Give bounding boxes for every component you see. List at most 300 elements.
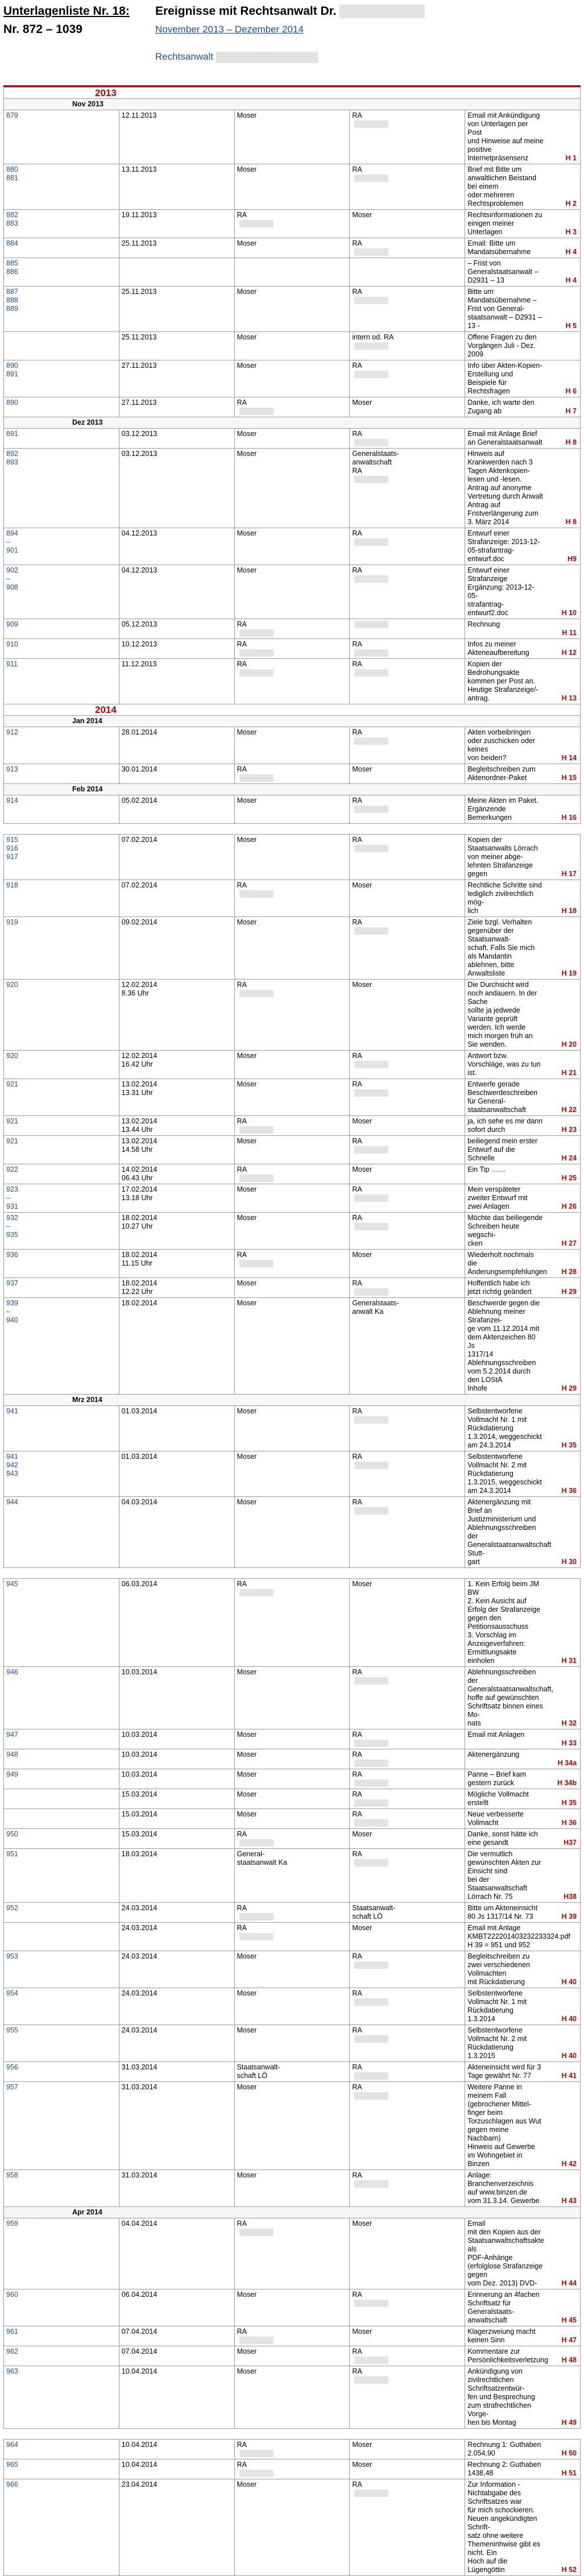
event-description: [465, 727, 581, 764]
recipient: [350, 659, 465, 704]
event-text-line: Rechnung 1: Guthaben 2.054,90: [467, 2441, 541, 2457]
list-title-line-1: Unterlagenliste Nr. 18:: [3, 5, 130, 18]
document-number: [4, 1213, 119, 1250]
event-text-line: Panne – Brief kam gestern zurück: [467, 1770, 527, 1787]
recipient-line: intern od. RA: [352, 333, 394, 341]
redacted-name: [354, 1859, 388, 1866]
sender: [234, 1184, 350, 1213]
event-text-line: Nachbarn): [467, 2134, 501, 2142]
event-text: [467, 2083, 578, 2168]
document-reference: H 4: [565, 248, 577, 256]
year-label: 2014: [4, 704, 581, 716]
recipient: [350, 1789, 465, 1809]
event-date-line: 07.02.2014: [121, 881, 158, 889]
document-number-line: 887: [6, 288, 18, 296]
month-row: [4, 2207, 581, 2218]
event-date-line: 06.03.2014: [121, 1580, 158, 1588]
sender: [234, 1789, 350, 1809]
sender: [234, 619, 350, 639]
event-date-line: 04.04.2014: [121, 2220, 158, 2227]
event-description: [465, 1116, 581, 1136]
document-reference: H 3: [565, 228, 577, 236]
event-date: [119, 1184, 234, 1213]
sender: [234, 1903, 350, 1923]
sender-line: RA: [237, 1117, 247, 1125]
sender: [234, 2170, 350, 2207]
recipient-line: RA: [352, 467, 362, 475]
recipient-line: Generalstaats-: [352, 1299, 399, 1307]
event-date-line: 12.22 Uhr: [121, 1288, 153, 1296]
document-reference: H 31: [561, 1657, 577, 1665]
recipient-line: RA: [352, 1989, 362, 1997]
event-text-line: hen bis Montag: [467, 2419, 516, 2426]
redacted-name: [354, 2180, 388, 2188]
table-row: [4, 1579, 581, 1667]
sender-line: RA: [237, 1165, 247, 1173]
document-reference: H 50: [561, 2449, 577, 2457]
recipient-line: RA: [352, 239, 362, 247]
document-reference: H 48: [561, 2356, 577, 2364]
document-number-line: 909: [6, 620, 18, 628]
event-date: [119, 2479, 234, 2576]
event-text-line: vom 31.3.14. Gewerbe: [467, 2197, 540, 2205]
event-date-line: 04.12.2013: [121, 566, 158, 574]
sender: [234, 1829, 350, 1849]
recipient-line: Staatsanwalt-: [352, 1904, 396, 1912]
event-date: [119, 332, 234, 360]
table-row: [4, 2082, 581, 2170]
redacted-name: [354, 806, 388, 813]
redacted-name: [354, 2072, 388, 2080]
recipient-line: Moser: [352, 1830, 372, 1838]
sender-line: Moser: [237, 918, 257, 926]
event-description: [465, 659, 581, 704]
event-description: [465, 332, 581, 360]
event-date-line: 31.03.2014: [121, 2083, 158, 2091]
document-number-line: 949: [6, 1770, 18, 1778]
event-text-line: Akten vorbeibringen oder zuschicken oder keines: [467, 728, 536, 753]
event-text-line: Ziele bzgl. Verhalten gegenüber der Staatsanwalt-: [467, 918, 532, 943]
sender-line: Moser: [237, 1790, 257, 1798]
table-row: [4, 619, 581, 639]
event-text-line: 2. Kein Ausicht auf Erfolg der Strafanzeige gegen den: [467, 1597, 541, 1622]
event-date-line: 10.04.2014: [121, 2441, 158, 2449]
document-number-line: 918: [6, 881, 18, 889]
event-text-line: gart: [467, 1558, 480, 1566]
table-row: [4, 164, 581, 210]
document-number: [4, 164, 119, 210]
table-row: [4, 1278, 581, 1298]
event-date: [119, 287, 234, 332]
event-date-line: 03.12.2013: [121, 450, 158, 458]
document-number-line: 892: [6, 450, 18, 458]
document-number-line: 921: [6, 1080, 18, 1088]
sender-line: RA: [237, 640, 247, 648]
sender-line: Moser: [237, 2291, 257, 2299]
month-label: Feb 2014: [4, 784, 581, 795]
document-number-line: 881: [6, 174, 18, 182]
event-date: [119, 1136, 234, 1164]
event-description: [465, 238, 581, 258]
event-date: [119, 1923, 234, 1951]
recipient: [350, 2025, 465, 2062]
event-date-line: 24.03.2014: [121, 1904, 158, 1912]
sender: [234, 1497, 350, 1568]
month-row: [4, 716, 581, 727]
event-text-line: Mögliche Vollmacht erstellt: [467, 1790, 529, 1807]
recipient: [350, 429, 465, 449]
redacted-name: [354, 1416, 388, 1424]
redacted-name: [354, 1961, 388, 1969]
event-text: [467, 333, 578, 359]
redacted-name: [354, 371, 388, 378]
table-row: [4, 1809, 581, 1829]
redacted-name: [354, 669, 388, 677]
recipient-line: RA: [352, 660, 362, 668]
sender: [234, 565, 350, 619]
redacted-name: [239, 2470, 274, 2477]
event-date: [119, 764, 234, 784]
redacted-name: [354, 121, 388, 128]
recipient: [350, 1213, 465, 1250]
event-text-line: Antrag auf Fristverlängerung zum 3. März 2014: [467, 501, 539, 526]
sender: [234, 210, 350, 238]
event-text-line: Email: Bitte um Mandatsübernahme: [467, 239, 531, 256]
document-number-line: 956: [6, 2063, 18, 2071]
event-text-line: lich: [467, 907, 478, 915]
table-row: [4, 1451, 581, 1497]
redacted-name: [354, 1462, 388, 1469]
event-date-line: 15.03.2014: [121, 1790, 158, 1798]
event-text-line: Hoch auf die Lügengöttin: [467, 2557, 508, 2574]
event-date: [119, 917, 234, 980]
document-reference: H 17: [561, 870, 577, 878]
event-description: [465, 565, 581, 619]
event-text-line: Anwaltsliste: [467, 969, 506, 977]
sender-line: schaft LÖ: [237, 2072, 268, 2080]
event-text-line: Email mit Anlage KMBT222201403232233324.pdf: [467, 1924, 570, 1940]
document-reference: H 23: [561, 1126, 577, 1134]
sender: [234, 332, 350, 360]
event-date: [119, 397, 234, 417]
month-label: Mrz 2014: [4, 1395, 581, 1406]
redacted-name: [354, 1760, 388, 1767]
sender: [234, 528, 350, 565]
document-number-line: 964: [6, 2441, 18, 2449]
sender-line: Moser: [237, 2367, 257, 2375]
document-number-line: –: [6, 1222, 10, 1230]
recipient-line: RA: [352, 2347, 362, 2355]
event-text-line: Wiederholt nochmals die Änderungsempfehlungen: [467, 1251, 547, 1276]
event-description: [465, 2346, 581, 2366]
recipient-line: RA: [352, 1668, 362, 1676]
recipient-line: Generalstaats-: [352, 450, 399, 458]
sender: [234, 1406, 350, 1451]
sender-line: Moser: [237, 1750, 257, 1758]
event-date: [119, 1451, 234, 1497]
recipient-line: RA: [352, 2026, 362, 2034]
sender: [234, 2479, 350, 2576]
sender: [234, 659, 350, 704]
sender: [234, 2062, 350, 2082]
recipient-line: RA: [352, 362, 362, 370]
event-description: [465, 2459, 581, 2479]
table-row: [4, 1923, 581, 1951]
table-row: [4, 1769, 581, 1789]
redacted-name: [354, 342, 388, 350]
sender: [234, 2366, 350, 2429]
document-number: [4, 1051, 119, 1079]
event-date: [119, 2459, 234, 2479]
event-date: [119, 429, 234, 449]
event-description: [465, 1051, 581, 1079]
sender-line: Moser: [237, 288, 257, 296]
recipient: [350, 238, 465, 258]
event-date-line: 8.36 Uhr: [121, 989, 149, 997]
event-text-line: und Hinweise auf meine positive Internetpräsensenz: [467, 137, 544, 162]
event-date: [119, 449, 234, 528]
recipient-line: Moser: [352, 2441, 372, 2449]
table-row: [4, 238, 581, 258]
event-text-line: Neue verbesserte Vollmacht: [467, 1810, 524, 1827]
table-row: [4, 1051, 581, 1079]
event-date-line: 06.04.2014: [121, 2291, 158, 2299]
event-text-line: Brief mit Bitte um anwaltlichen Beistand bei einem: [467, 165, 537, 190]
recipient-line: RA: [352, 836, 362, 844]
document-reference: H 27: [561, 1239, 577, 1247]
sender-line: RA: [237, 1580, 247, 1588]
sender-line: Staatsanwalt-: [237, 2063, 280, 2071]
recipient-line: Moser: [352, 765, 372, 773]
event-date-line: 10.03.2014: [121, 1770, 158, 1778]
sender-line: Moser: [237, 165, 257, 173]
sender-line: Moser: [237, 1952, 257, 1960]
event-text-line: Ablehnungsschreiben der Generalstaatsanwaltschaft Stutt-: [467, 1524, 552, 1557]
document-number-line: 884: [6, 239, 18, 247]
recipient-line: RA: [352, 1080, 362, 1088]
event-date: [119, 2025, 234, 2062]
event-date: [119, 1903, 234, 1923]
event-text: [467, 1498, 578, 1566]
event-date-line: 18.02.2014: [121, 1299, 158, 1307]
document-reference: H 16: [561, 814, 577, 822]
event-date-line: 13.02.2014: [121, 1117, 158, 1125]
redacted-name: [239, 1175, 274, 1182]
month-row: [4, 784, 581, 795]
recipient: [350, 1849, 465, 1903]
document-number: [4, 1406, 119, 1451]
event-date-line: 24.03.2014: [121, 2026, 158, 2034]
event-date-line: 15.03.2014: [121, 1830, 158, 1838]
recipient-line: Moser: [352, 2328, 372, 2336]
event-text-line: sollte ja jedwede Variante geprüft werden. Ich werde: [467, 1006, 526, 1031]
event-text: [467, 1165, 578, 1174]
spacer-row: [4, 1568, 581, 1579]
recipient-line: Moser: [352, 2220, 372, 2227]
document-reference: H 24: [561, 1154, 577, 1162]
sender-line: staatsanwalt Ka: [237, 1859, 287, 1866]
document-reference: H 22: [561, 1106, 577, 1114]
event-description: [465, 1497, 581, 1568]
document-number-line: 908: [6, 583, 18, 591]
document-number-line: 945: [6, 1580, 18, 1588]
redacted-name: [354, 175, 388, 182]
document-number-line: 940: [6, 1316, 18, 1324]
event-date: [119, 2346, 234, 2366]
document-number-line: 951: [6, 1850, 18, 1858]
redacted-name: [354, 538, 388, 546]
table-row: [4, 332, 581, 360]
recipient: [350, 2062, 465, 2082]
redacted-name: [354, 1740, 388, 1747]
event-text-line: Petitionsausschuss: [467, 1623, 529, 1631]
sender: [234, 2082, 350, 2170]
sender-line: Moser: [237, 529, 257, 537]
document-number: [4, 2170, 119, 2207]
event-date: [119, 1298, 234, 1395]
table-row: [4, 2440, 581, 2459]
event-description: [465, 449, 581, 528]
event-description: [465, 1667, 581, 1729]
document-number-line: 921: [6, 1117, 18, 1125]
event-description: [465, 1829, 581, 1849]
document-number-line: –: [6, 1194, 10, 1202]
document-number: [4, 2289, 119, 2326]
redacted-name: [354, 1223, 388, 1230]
document-number-line: 894: [6, 529, 18, 537]
document-reference: H 7: [565, 407, 577, 415]
document-number-line: 891: [6, 370, 18, 378]
event-date-line: 10.04.2014: [121, 2367, 158, 2375]
document-number-line: 962: [6, 2347, 18, 2355]
event-text-line: 1317/14: [467, 1350, 494, 1358]
event-text-line: Rechtsfragen: [467, 387, 510, 395]
document-reference: H37: [564, 1839, 577, 1847]
event-text-line: beiliegend mein erster Entwurf auf die Schnelle: [467, 1137, 538, 1162]
sender: [234, 1769, 350, 1789]
event-description: [465, 164, 581, 210]
redacted-name: [239, 408, 274, 415]
sender-line: Moser: [237, 1989, 257, 1997]
document-number-line: 915: [6, 836, 18, 844]
event-date-line: 15.03.2014: [121, 1810, 158, 1818]
document-reference: H 15: [561, 774, 577, 782]
event-text-line: ge vom 11.12.2014 mit dem Aktenzeichen 80 Js: [467, 1325, 540, 1350]
document-number: [4, 2459, 119, 2479]
document-reference: H 20: [561, 1040, 577, 1048]
table-row: [4, 639, 581, 659]
recipient: [350, 1497, 465, 1568]
document-number: [4, 880, 119, 917]
recipient: [350, 1923, 465, 1951]
document-number: [4, 639, 119, 659]
document-reference: H 5: [565, 322, 577, 330]
event-text-line: anwaltschaft: [467, 2316, 507, 2324]
table-row: [4, 1849, 581, 1903]
event-text-line: Kopien der Bedrohungsakte kommen per Post an.: [467, 660, 535, 685]
document-reference: H 6: [565, 387, 577, 395]
event-text-line: Hinweis auf Gewerbe im Wohngebiet in Binzen: [467, 2143, 535, 2168]
table-row: [4, 258, 581, 287]
sender-line: Moser: [237, 1668, 257, 1676]
event-description: [465, 880, 581, 917]
sender: [234, 1213, 350, 1250]
document-number: [4, 1667, 119, 1729]
event-text-line: Inhofe: [467, 1384, 487, 1392]
event-table-body: [4, 88, 581, 2576]
document-reference: H 25: [561, 1174, 577, 1182]
event-text: [467, 450, 578, 526]
redacted-name: [239, 220, 274, 227]
redacted-name: [354, 737, 388, 745]
recipient-line: RA: [352, 1279, 362, 1287]
table-row: [4, 1903, 581, 1923]
table-row: [4, 360, 581, 397]
event-date: [119, 727, 234, 764]
event-text-line: 1.3.2014, weggeschickt am 24.3.2014: [467, 1433, 542, 1449]
table-row: [4, 2366, 581, 2429]
recipient-line: RA: [352, 2480, 362, 2488]
redacted-name: [354, 649, 388, 657]
document-number-line: 936: [6, 1251, 18, 1259]
table-row: [4, 1184, 581, 1213]
recipient: [350, 639, 465, 659]
document-number-line: 880: [6, 165, 18, 173]
document-number-line: 913: [6, 765, 18, 773]
event-text-line: Entwurf einer Strafanzeige: 2013-12-05-strafantrag-: [467, 529, 540, 554]
recipient: [350, 1829, 465, 1849]
document-number-line: 932: [6, 1214, 18, 1222]
sender: [234, 1116, 350, 1136]
document-reference: H 49: [561, 2419, 577, 2426]
sender: [234, 639, 350, 659]
event-description: [465, 1213, 581, 1250]
recipient: [350, 258, 465, 287]
table-row: [4, 2479, 581, 2576]
event-date-line: 14.02.2014: [121, 1165, 158, 1173]
event-text-line: Erinnerung an 4fachen Schriftsatz für Generalstaats-: [467, 2291, 540, 2316]
recipient-line: RA: [352, 1750, 362, 1758]
document-number-line: 960: [6, 2291, 18, 2299]
event-date-line: 05.12.2013: [121, 620, 158, 628]
event-text-line: Aktenergänzung: [467, 1750, 520, 1758]
lawyer-label: Rechtsanwalt: [155, 51, 214, 62]
document-reference: H 28: [561, 1268, 577, 1276]
document-number-line: 889: [6, 305, 18, 313]
sender: [234, 429, 350, 449]
spacer: [4, 1568, 581, 1579]
document-reference: H 21: [561, 1069, 577, 1077]
document-number-line: 939: [6, 1299, 18, 1307]
document-number: [4, 917, 119, 980]
recipient: [350, 1809, 465, 1829]
event-text-line: vom Dez. 2013) DVD-: [467, 2279, 537, 2287]
table-row: [4, 1250, 581, 1278]
event-description: [465, 287, 581, 332]
event-date-line: 10.27 Uhr: [121, 1222, 153, 1230]
event-date-line: 18.02.2014: [121, 1214, 158, 1222]
event-text: [467, 2220, 578, 2288]
redacted-name: [354, 297, 388, 304]
table-row: [4, 429, 581, 449]
sender-line: Moser: [237, 2480, 257, 2488]
document-number: [4, 429, 119, 449]
document-number-line: 943: [6, 1470, 18, 1478]
event-text-line: 1.3.2015: [467, 2052, 495, 2060]
sender-line: RA: [237, 1830, 247, 1838]
recipient-line: RA: [352, 566, 362, 574]
recipient: [350, 1667, 465, 1729]
